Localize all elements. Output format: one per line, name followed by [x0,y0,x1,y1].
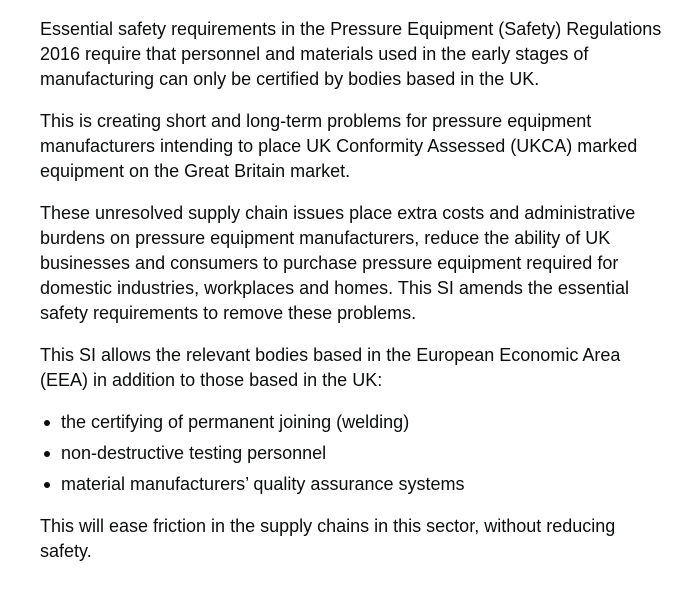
list-item: material manufacturers’ quality assurance systems [61,472,665,497]
list-item: the certifying of permanent joining (welding) [61,410,665,435]
paragraph-closing: This will ease friction in the supply chains in this sector, without reducing safety. [40,516,616,561]
paragraph-si-allows: This SI allows the relevant bodies based in the European Economic Area (EEA) in addition to those based in the UK: [40,345,621,390]
paragraph-safety-requirements: Essential safety requirements in the Pressure Equipment (Safety) Regulations 2016 require that personnel and materials used in the early stages of manufacturing can only be certified by bodies based in the UK. [40,19,662,89]
paragraph-short-long-term-problems: This is creating short and long-term problems for pressure equipment manufacturers intending to place UK Conformity Assessed (UKCA) marked equipment on the Great Britain market. [40,111,638,181]
paragraph-supply-chain-issues: These unresolved supply chain issues place extra costs and administrative burdens on pressure equipment manufacturers, reduce the ability of UK businesses and consumers to purchase pressure equipment required for domestic industries, workplaces and homes. This SI amends the essential safety requirements to remove these problems. [40,203,636,323]
document-body [40,17,665,581]
list-item: non-destructive testing personnel [61,441,665,466]
bullet-list [40,410,665,497]
